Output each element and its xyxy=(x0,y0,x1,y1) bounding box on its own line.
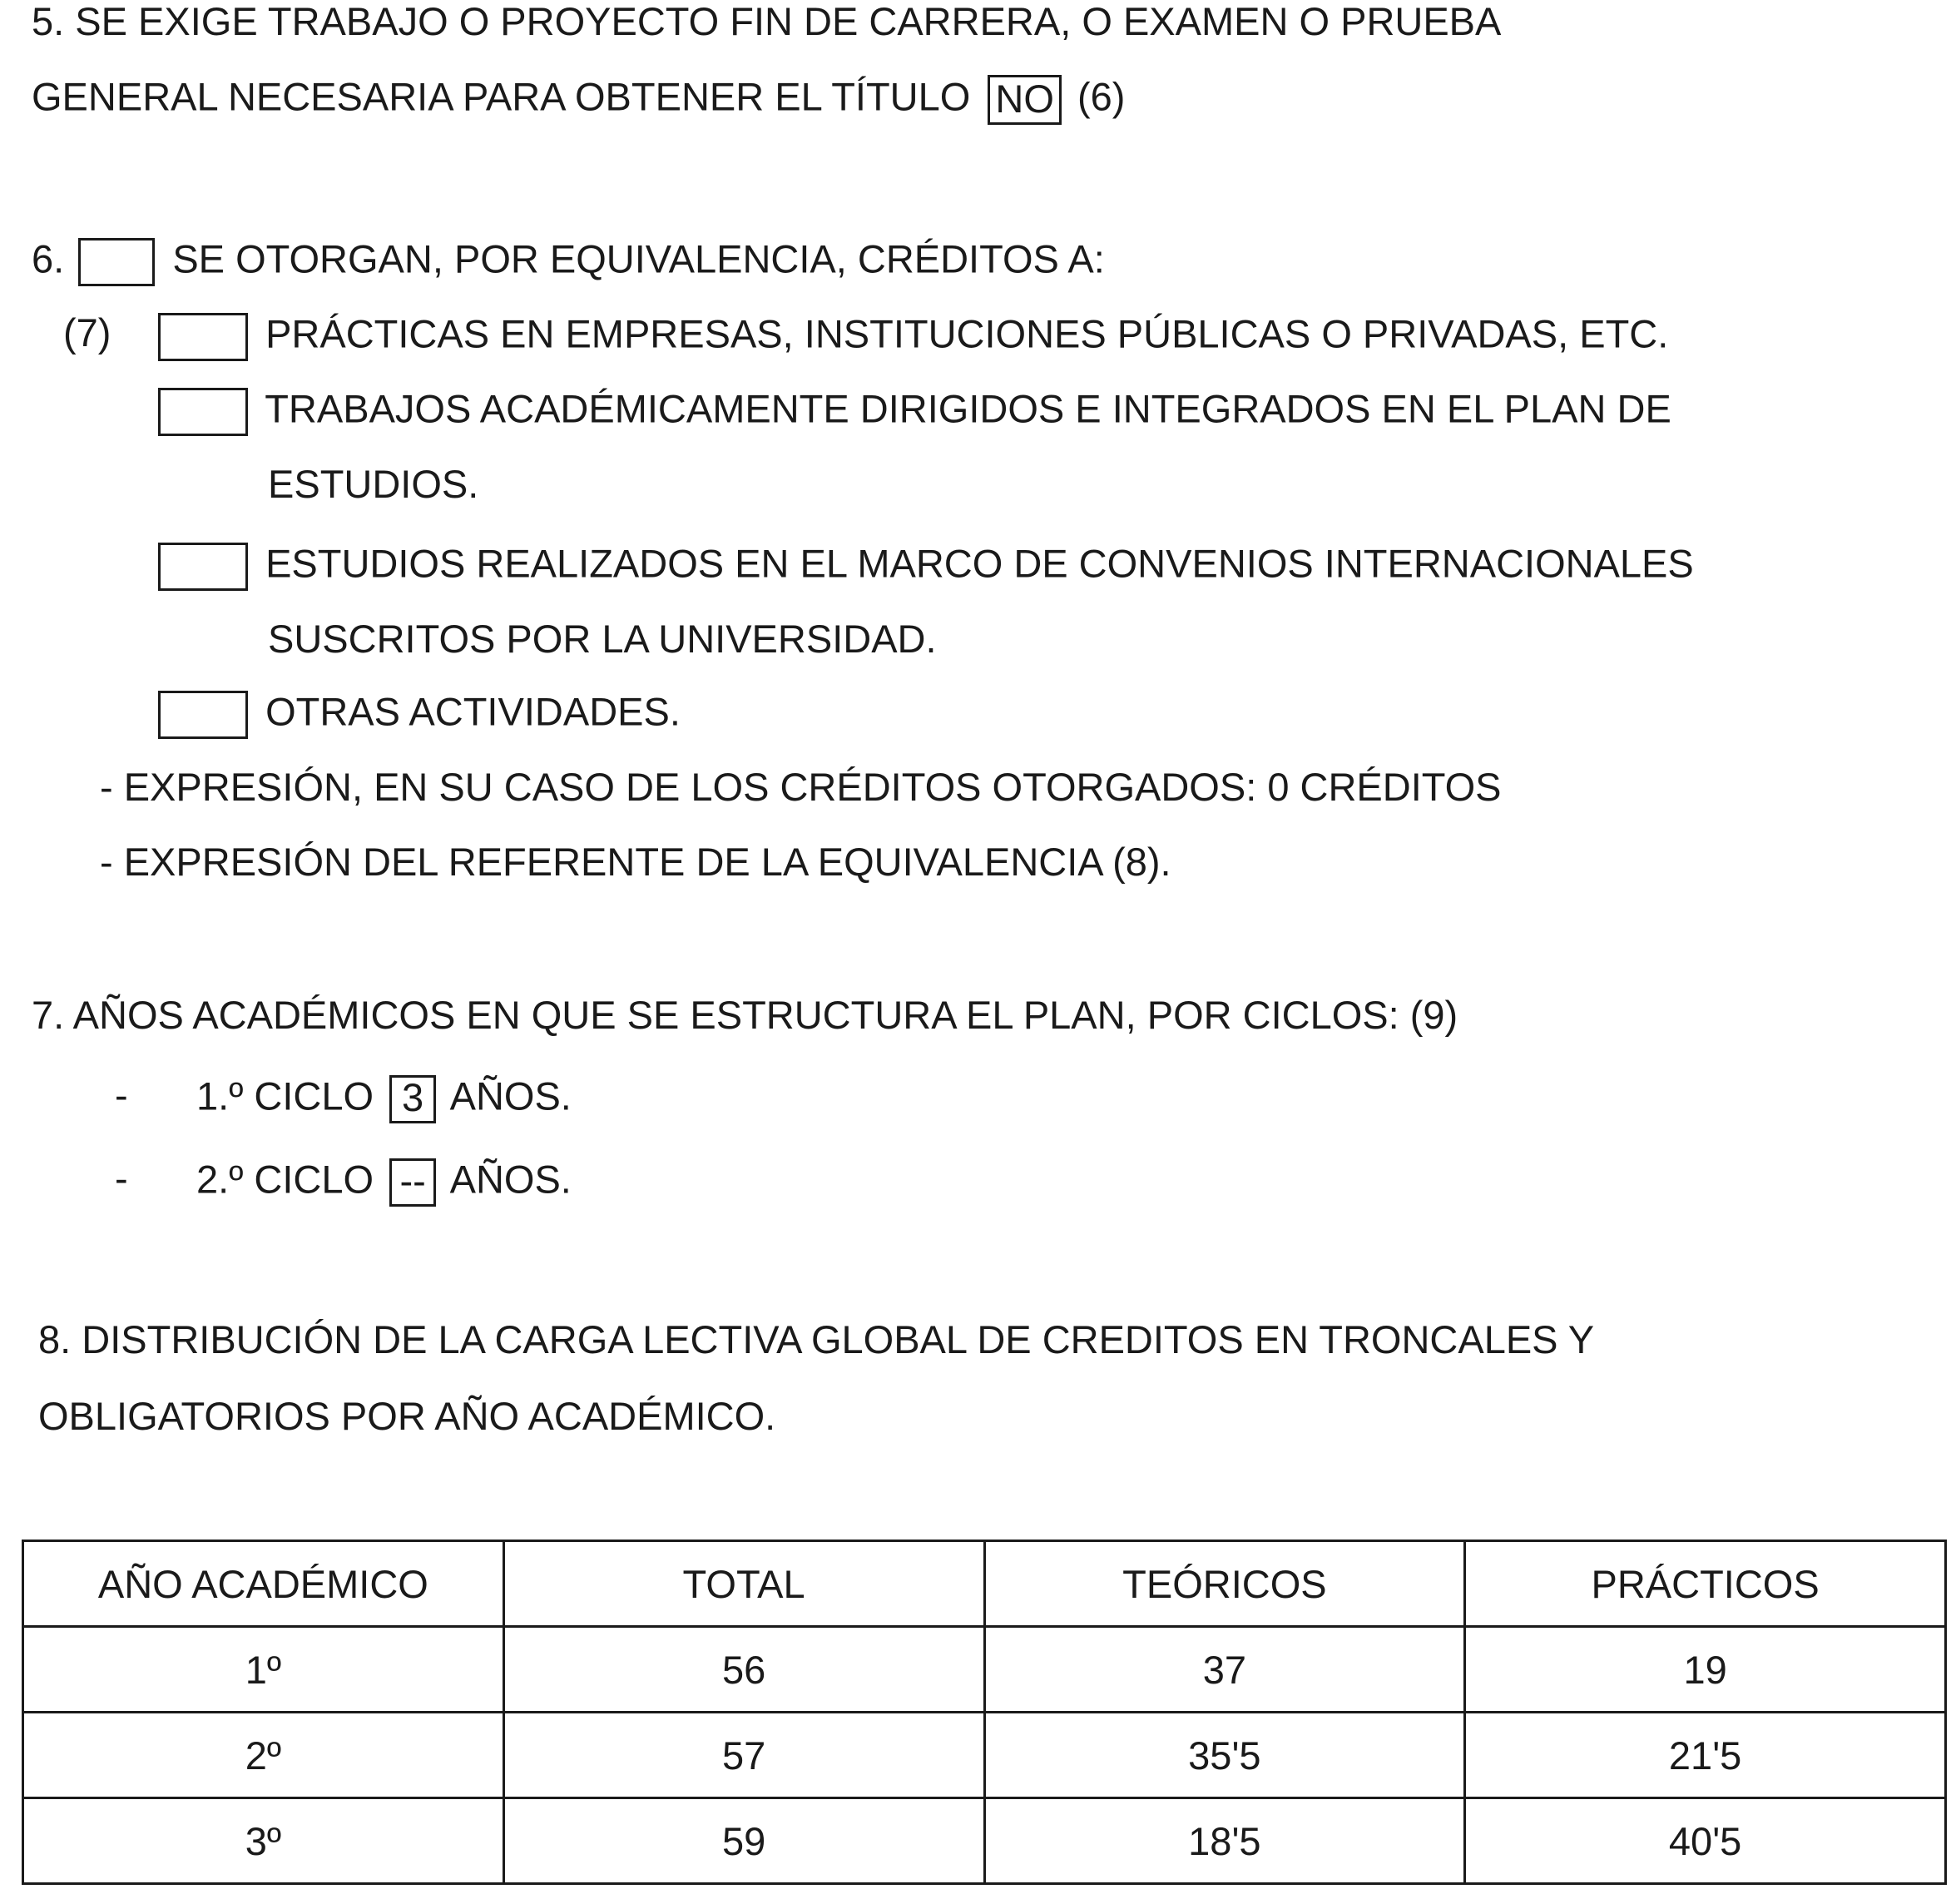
expresion-creditos: - EXPRESIÓN, EN SU CASO DE LOS CRÉDITOS OTORGADOS: 0 CRÉDITOS xyxy=(100,765,1502,809)
option-otras xyxy=(158,691,681,739)
option-trabajos xyxy=(158,388,1671,436)
header-total: TOTAL xyxy=(503,1541,984,1627)
option-otras-checkbox xyxy=(158,691,248,739)
cell-practicos: 19 xyxy=(1465,1627,1946,1713)
section5-note: (6) xyxy=(1077,74,1126,119)
ciclo-1-unit: AÑOS. xyxy=(449,1073,572,1118)
section5-line1: 5. SE EXIGE TRABAJO O PROYECTO FIN DE CARRERA, O EXAMEN O PRUEBA xyxy=(32,0,1502,43)
section6-heading-line xyxy=(32,238,1105,286)
cell-teoricos: 35'5 xyxy=(984,1713,1465,1798)
section8-line2: OBLIGATORIOS POR AÑO ACADÉMICO. xyxy=(38,1394,776,1438)
cell-total: 57 xyxy=(503,1713,984,1798)
ciclo-1-label: 1.º CICLO xyxy=(196,1073,374,1118)
section6-note: (7) xyxy=(63,310,111,355)
ciclo-2-value-box: -- xyxy=(389,1158,436,1207)
cell-practicos: 21'5 xyxy=(1465,1713,1946,1798)
section5-line2-text: GENERAL NECESARIA PARA OBTENER EL TÍTULO xyxy=(32,74,971,119)
header-teoricos: TEÓRICOS xyxy=(984,1541,1465,1627)
ciclo-1-dash: - xyxy=(115,1073,128,1117)
table-header-row xyxy=(23,1541,1946,1627)
option-convenios xyxy=(158,543,1694,591)
option-trabajos-checkbox xyxy=(158,388,248,436)
option-trabajos-line2: ESTUDIOS. xyxy=(268,462,479,506)
expresion-referente: - EXPRESIÓN DEL REFERENTE DE LA EQUIVALENCIA (8). xyxy=(100,840,1171,884)
ciclo-1-value-box: 3 xyxy=(389,1075,436,1123)
cell-practicos: 40'5 xyxy=(1465,1798,1946,1884)
option-convenios-line2: SUSCRITOS POR LA UNIVERSIDAD. xyxy=(268,617,937,661)
section5-line2 xyxy=(32,75,1125,125)
section6-checkbox xyxy=(78,238,155,286)
header-practicos: PRÁCTICOS xyxy=(1465,1541,1946,1627)
section8-line1: 8. DISTRIBUCIÓN DE LA CARGA LECTIVA GLOBAL DE CREDITOS EN TRONCALES Y xyxy=(38,1317,1595,1361)
option-otras-label: OTRAS ACTIVIDADES. xyxy=(265,689,681,734)
cell-teoricos: 18'5 xyxy=(984,1798,1465,1884)
cell-ano: 3º xyxy=(23,1798,504,1884)
section7-heading: 7. AÑOS ACADÉMICOS EN QUE SE ESTRUCTURA EL PLAN, POR CICLOS: (9) xyxy=(32,993,1458,1037)
section6-heading: SE OTORGAN, POR EQUIVALENCIA, CRÉDITOS A: xyxy=(172,236,1105,281)
table-row xyxy=(23,1713,1946,1798)
section6-number: 6. xyxy=(32,236,65,281)
option-practicas-label: PRÁCTICAS EN EMPRESAS, INSTITUCIONES PÚBLICAS O PRIVADAS, ETC. xyxy=(265,311,1669,356)
ciclo-2-unit: AÑOS. xyxy=(449,1157,572,1202)
table-row xyxy=(23,1798,1946,1884)
header-ano: AÑO ACADÉMICO xyxy=(23,1541,504,1627)
option-convenios-checkbox xyxy=(158,543,248,591)
cell-ano: 2º xyxy=(23,1713,504,1798)
option-trabajos-label: TRABAJOS ACADÉMICAMENTE DIRIGIDOS E INTEGRADOS EN EL PLAN DE xyxy=(265,386,1671,431)
cell-ano: 1º xyxy=(23,1627,504,1713)
cell-total: 56 xyxy=(503,1627,984,1713)
option-convenios-label: ESTUDIOS REALIZADOS EN EL MARCO DE CONVENIOS INTERNACIONALES xyxy=(265,541,1694,586)
cell-total: 59 xyxy=(503,1798,984,1884)
ciclo-2-label: 2.º CICLO xyxy=(196,1157,374,1202)
option-practicas-checkbox xyxy=(158,313,248,361)
ciclo-2-dash: - xyxy=(115,1156,128,1200)
table-row xyxy=(23,1627,1946,1713)
ciclo-2 xyxy=(196,1158,572,1207)
ciclo-1 xyxy=(196,1075,572,1123)
titulo-answer-box: NO xyxy=(988,75,1062,125)
option-practicas xyxy=(158,313,1668,361)
cell-teoricos: 37 xyxy=(984,1627,1465,1713)
carga-lectiva-table xyxy=(22,1540,1947,1885)
